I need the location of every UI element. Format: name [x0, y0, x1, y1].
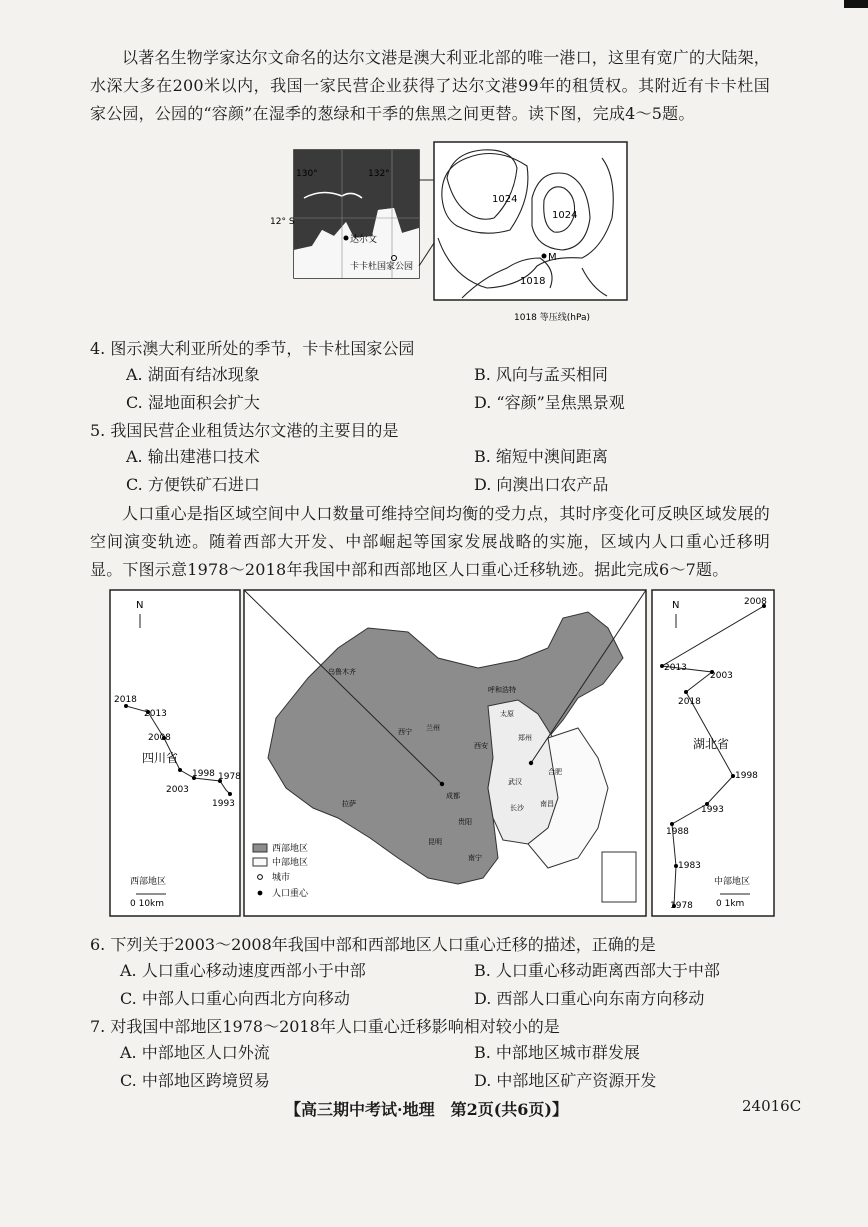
legend-population-center: 人口重心	[272, 889, 309, 899]
city-nanchang: 南昌	[540, 800, 554, 808]
darwin-figure	[270, 138, 642, 328]
central-caption: 中部地区	[714, 877, 751, 887]
kakadu-label: 卡卡杜国家公园	[350, 262, 414, 272]
central-year-1983: 1983	[678, 861, 701, 871]
west-year-2018: 2018	[114, 695, 137, 705]
west-year-1978: 1978	[218, 772, 241, 782]
question-4-option-b: B. 风向与孟买相同	[474, 365, 608, 384]
darwin-label: 达尔文	[350, 235, 378, 245]
lat-12s-label: 12° S	[270, 217, 295, 227]
question-6-option-b: B. 人口重心移动距离西部大于中部	[474, 961, 720, 980]
west-year-2013: 2013	[144, 709, 167, 719]
question-7-option-b: B. 中部地区城市群发展	[474, 1043, 640, 1062]
city-urumqi: 乌鲁木齐	[328, 668, 356, 676]
question-7-option-a: A. 中部地区人口外流	[120, 1043, 270, 1062]
question-4-option-a: A. 湖面有结冰现象	[126, 365, 260, 384]
legend-city: 城市	[272, 873, 291, 883]
city-nanning: 南宁	[468, 854, 482, 862]
question-7-stem: 7. 对我国中部地区1978～2018年人口重心迁移影响相对较小的是	[90, 1017, 560, 1036]
city-hohhot: 呼和浩特	[488, 686, 516, 694]
city-lanzhou: 兰州	[426, 724, 440, 732]
west-year-2003: 2003	[166, 785, 189, 795]
central-year-1993: 1993	[701, 805, 724, 815]
point-m-label: M	[548, 252, 557, 263]
city-zhengzhou: 郑州	[518, 734, 532, 742]
central-year-1998: 1998	[735, 771, 758, 781]
city-taiyuan: 太原	[500, 710, 514, 718]
central-province-label: 湖北省	[693, 737, 730, 751]
west-year-2008: 2008	[148, 733, 171, 743]
isobar-1024-a: 1024	[492, 194, 518, 205]
legend-west: 西部地区	[272, 844, 309, 854]
central-year-2018: 2018	[678, 697, 701, 707]
central-center-marker	[529, 761, 533, 765]
isobar-1024-b: 1024	[552, 210, 578, 221]
question-5-option-a: A. 输出建港口技术	[126, 447, 260, 466]
west-north-label: N	[136, 600, 144, 611]
question-6-option-c: C. 中部人口重心向西北方向移动	[120, 989, 350, 1008]
question-5-option-c: C. 方便铁矿石进口	[126, 475, 260, 494]
question-6-stem: 6. 下列关于2003～2008年我国中部和西部地区人口重心迁移的描述，正确的是	[90, 935, 656, 954]
lon-132-label: 132°	[368, 169, 390, 179]
city-lhasa: 拉萨	[342, 800, 356, 808]
central-year-2003: 2003	[710, 671, 733, 681]
city-guiyang: 贵阳	[458, 818, 472, 826]
city-changsha: 长沙	[510, 804, 524, 812]
exam-code: 24016C	[742, 1097, 802, 1115]
central-year-2013: 2013	[664, 663, 687, 673]
central-scale: 0 1km	[716, 899, 745, 909]
question-6-option-d: D. 西部人口重心向东南方向移动	[474, 989, 705, 1008]
question-6-option-a: A. 人口重心移动速度西部小于中部	[120, 961, 366, 980]
city-xian: 西安	[474, 742, 488, 750]
question-5-stem: 5. 我国民营企业租赁达尔文港的主要目的是	[90, 421, 399, 440]
darwin-marker	[344, 236, 349, 241]
city-chengdu: 成都	[446, 792, 460, 800]
point-m-marker	[542, 254, 547, 259]
passage-population-center: 人口重心是指区域空间中人口数量可维持空间均衡的受力点，其时序变化可反映区域发展的空间演变轨迹。随着西部大开发、中部崛起等国家发展战略的实施，区域内人口重心迁移明显。下图示意1978～2018年我国中部和西部地区人口重心迁移轨迹。据此完成6～7题。	[90, 504, 771, 579]
city-hefei: 合肥	[548, 768, 562, 776]
city-kunming: 昆明	[428, 838, 442, 846]
question-4-option-d: D. “容颜”呈焦黑景观	[474, 393, 625, 412]
question-7-option-c: C. 中部地区跨境贸易	[120, 1071, 270, 1090]
question-5-option-d: D. 向澳出口农产品	[474, 475, 609, 494]
central-year-1978: 1978	[670, 901, 693, 911]
west-center-marker	[440, 782, 444, 786]
question-4-stem: 4. 图示澳大利亚所处的季节，卡卡杜国家公园	[90, 339, 415, 358]
passage-darwin: 以著名生物学家达尔文命名的达尔文港是澳大利亚北部的唯一港口，这里有宽广的大陆架，水深大多在200米以内，我国一家民营企业获得了达尔文港99年的租赁权。其附近有卡卡杜国家公园，公园的“容颜”在湿季的葱绿和干季的焦黑之间更替。读下图，完成4～5题。	[90, 48, 771, 123]
isobar-legend: 1018 等压线(hPa)	[514, 313, 591, 323]
page-footer: 【高三期中考试·地理 第2页(共6页)】	[285, 1100, 568, 1119]
west-province-label: 四川省	[142, 751, 179, 765]
city-wuhan: 武汉	[508, 778, 522, 786]
page-corner-mark	[844, 0, 868, 8]
central-north-label: N	[672, 600, 680, 611]
isobar-1018: 1018	[520, 276, 546, 287]
west-caption: 西部地区	[130, 877, 167, 887]
city-xining: 西宁	[398, 728, 412, 736]
central-year-2008: 2008	[744, 597, 767, 607]
central-year-1988: 1988	[666, 827, 689, 837]
west-year-1998: 1998	[192, 769, 215, 779]
question-4-option-c: C. 湿地面积会扩大	[126, 393, 260, 412]
population-center-figure	[108, 588, 778, 920]
question-5-option-b: B. 缩短中澳间距离	[474, 447, 608, 466]
lon-130-label: 130°	[296, 169, 318, 179]
west-year-1993: 1993	[212, 799, 235, 809]
west-scale: 0 10km	[130, 899, 165, 909]
question-7-option-d: D. 中部地区矿产资源开发	[474, 1071, 657, 1090]
legend-central: 中部地区	[272, 858, 309, 868]
